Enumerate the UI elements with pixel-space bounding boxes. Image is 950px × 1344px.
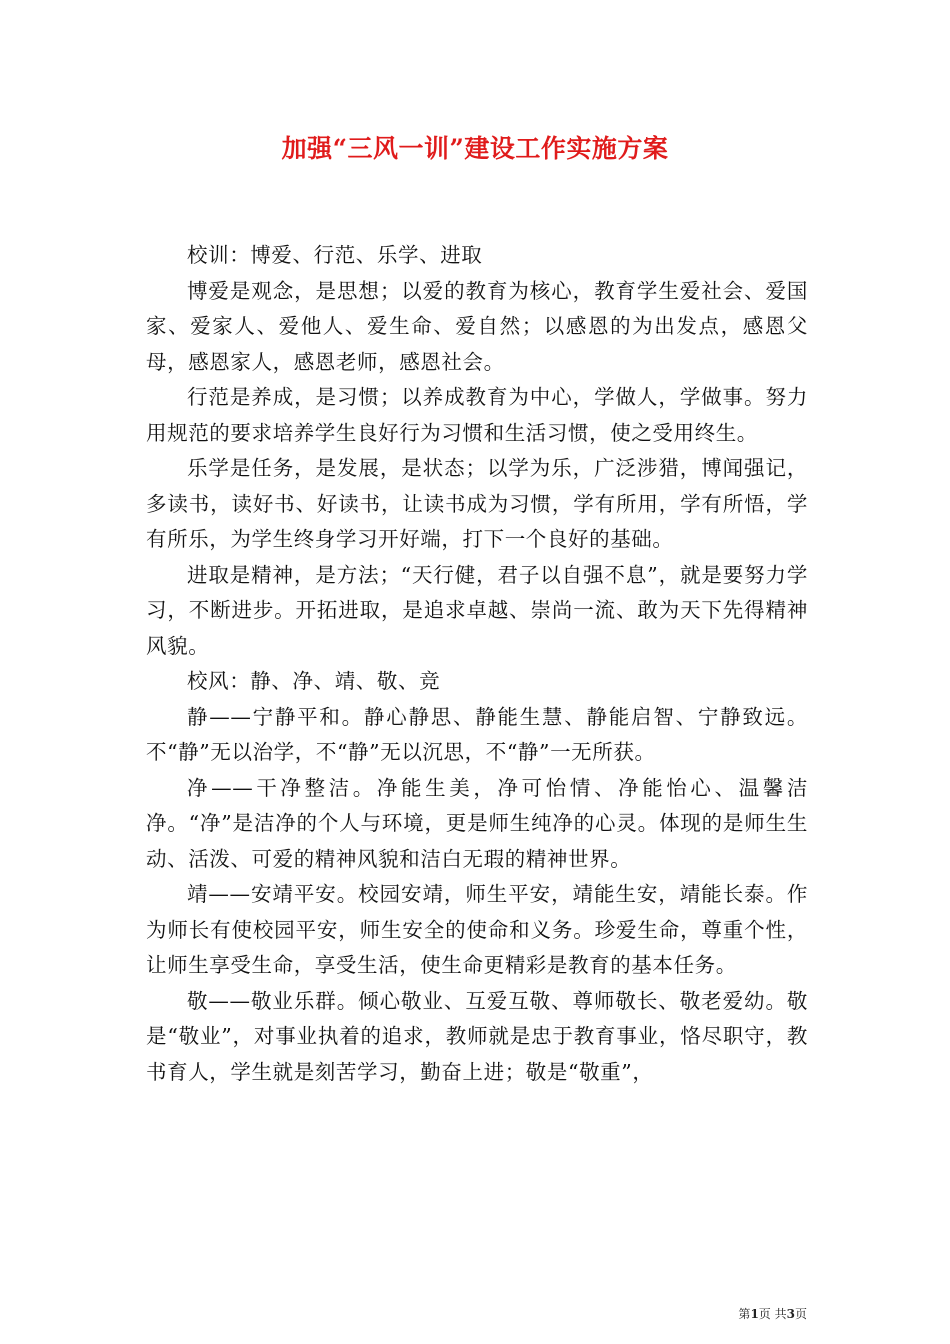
paragraph-jing-respect: 敬——敬业乐群。倾心敬业、互爱互敬、尊师敬长、敬老爱幼。敬是“敬业”，对事业执着的追求，教师就是忠于教育事业，恪尽职守，教书育人，学生就是刻苦学习，勤奋上进；敬是“敬重”，	[146, 988, 808, 1084]
footer-total-pages: 3	[786, 1307, 795, 1321]
paragraph-jinqu: 进取是精神，是方法；“天行健，君子以自强不息”，就是要努力学习，不断进步。开拓进取，是追求卓越、崇尚一流、敢为天下先得精神风貌。	[146, 562, 808, 658]
footer-suffix: 页	[794, 1307, 807, 1321]
paragraph-jing-safe: 靖——安靖平安。校园安靖，师生平安，靖能生安，靖能长泰。作为师长有使校园平安，师生安全的使命和义务。珍爱生命，尊重个性，让师生享受生命，享受生活，使生命更精彩是教育的基本任务。	[146, 882, 808, 977]
paragraph-school-motto: 校训：博爱、行范、乐学、进取	[187, 243, 483, 267]
page-footer	[738, 1306, 807, 1322]
footer-middle: 页 共	[758, 1307, 787, 1321]
document-body	[146, 238, 808, 1090]
footer-current-page: 1	[750, 1307, 759, 1321]
paragraph-lexue: 乐学是任务，是发展，是状态；以学为乐，广泛涉猎，博闻强记，多读书，读好书、好读书，让读书成为习惯，学有所用，学有所悟，学有所乐，为学生终身学习开好端，打下一个良好的基础。	[146, 456, 808, 551]
paragraph-xingfan: 行范是养成，是习惯；以养成教育为中心，学做人，学做事。努力用规范的要求培养学生良好行为习惯和生活习惯，使之受用终生。	[146, 385, 808, 445]
paragraph-jing-clean: 净——干净整洁。净能生美，净可怡情、净能怡心、温馨洁净。“净”是洁净的个人与环境，更是师生纯净的心灵。体现的是师生生动、活泼、可爱的精神风貌和洁白无瑕的精神世界。	[146, 775, 808, 871]
paragraph-boai: 博爱是观念，是思想；以爱的教育为核心，教育学生爱社会、爱国家、爱家人、爱他人、爱生命、爱自然；以感恩的为出发点，感恩父母，感恩家人，感恩老师，感恩社会。	[146, 278, 808, 374]
page-title: 加强“三风一训”建设工作实施方案	[281, 134, 669, 163]
paragraph-jing-quiet: 静——宁静平和。静心静思、静能生慧、静能启智、宁静致远。不“静”无以治学，不“静”无以沉思，不“静”一无所获。	[146, 704, 808, 764]
paragraph-school-style: 校风：静、净、靖、敬、竞	[187, 669, 441, 693]
footer-prefix: 第	[738, 1307, 751, 1321]
